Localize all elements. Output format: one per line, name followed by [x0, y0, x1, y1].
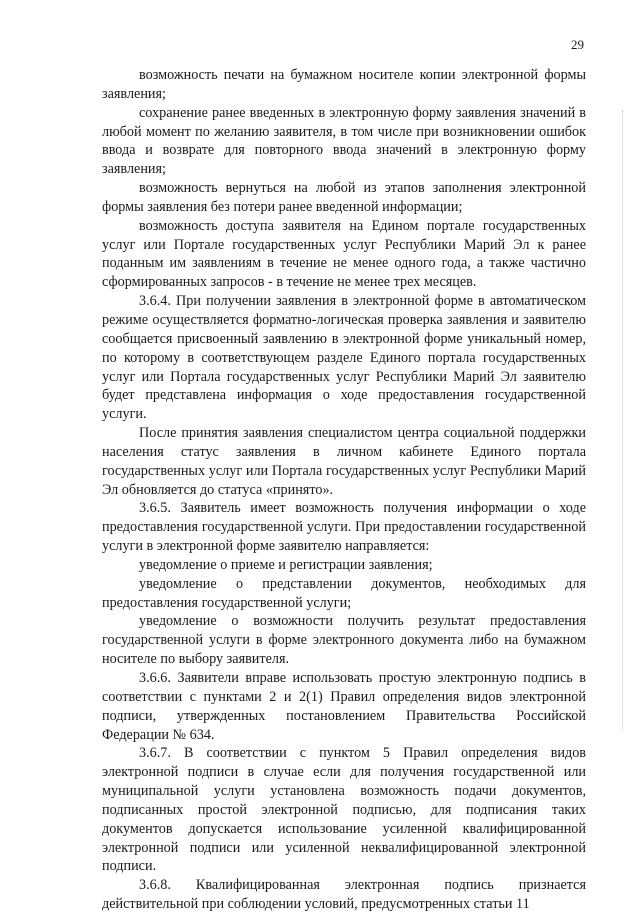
paragraph-3-6-8: 3.6.8. Квалифицированная электронная подпись признается действительной при соблюдении условий, предусмотренных статьи 11 — [102, 877, 586, 913]
paragraph-print-copy: возможность печати на бумажном носителе копии электронной формы заявления; — [102, 67, 586, 102]
paragraph-status-accepted: После принятия заявления специалистом центра социальной поддержки населения статус заявления в личном кабинете Единого портала государственных услуг или Портала государственных услуг Республики Марий Эл обновляется до статуса «принято». — [102, 425, 586, 498]
paragraph-notice-documents: уведомление о представлении документов, необходимых для предоставления государственной услуги; — [102, 575, 586, 611]
paragraph-save-values: сохранение ранее введенных в электронную форму заявления значений в любой момент по желанию заявителя, в том числе при возникновении ошибок ввода и возврате для повторного ввода значений в электронную форму заявления; — [102, 104, 586, 178]
paragraph-notice-result: уведомление о возможности получить результат предоставления государственной услуги в форме электронного документа либо на бумажном носителе по выбору заявителя. — [102, 613, 586, 668]
paragraph-3-6-5: 3.6.5. Заявитель имеет возможность получения информации о ходе предоставления государственной услуги. При предоставлении государственной услуги в электронной форме заявителю направляется: — [102, 500, 586, 555]
scan-edge-marks — [622, 110, 624, 730]
paragraph-3-6-4: 3.6.4. При получении заявления в электронной форме в автоматическом режиме осуществляется форматно-логическая проверка заявления и заявителю сообщается присвоенный заявлению в электронной форме уникальный номер, по которому в соответствующем разделе Единого портала государственных услуг или Портала государственных услуг Республики Марий Эл заявителю будет представлена информация о ходе предоставления государственной услуги. — [102, 293, 586, 423]
paragraph-3-6-6: 3.6.6. Заявители вправе использовать простую электронную подпись в соответствии с пунктами 2 и 2(1) Правил определения видов электронной подписи, утвержденных постановлением Правительства Российской Федерации № 634. — [102, 670, 586, 743]
page-number: 29 — [571, 37, 584, 52]
paragraph-access-applications: возможность доступа заявителя на Едином портале государственных услуг или Портале государственных услуг Республики Марий Эл к ранее поданным им заявлениям в течение не менее одного года, а также частично сформированных запросов - в течение не менее трех месяцев. — [102, 217, 586, 291]
document-body — [102, 66, 586, 914]
paragraph-notice-receipt: уведомление о приеме и регистрации заявления; — [139, 556, 433, 573]
paragraph-3-6-7: 3.6.7. В соответствии с пунктом 5 Правил определения видов электронной подписи в случае если для получения государственной или муниципальной услуги установлена возможность подачи документов, подписанных простой электронной подписью, для подписания таких документов допускается использование усиленной квалифицированной электронной подписи или усиленной неквалифицированной электронной подписи. — [102, 745, 586, 875]
paragraph-return-to-step: возможность вернуться на любой из этапов заполнения электронной формы заявления без потери ранее введенной информации; — [102, 180, 586, 215]
